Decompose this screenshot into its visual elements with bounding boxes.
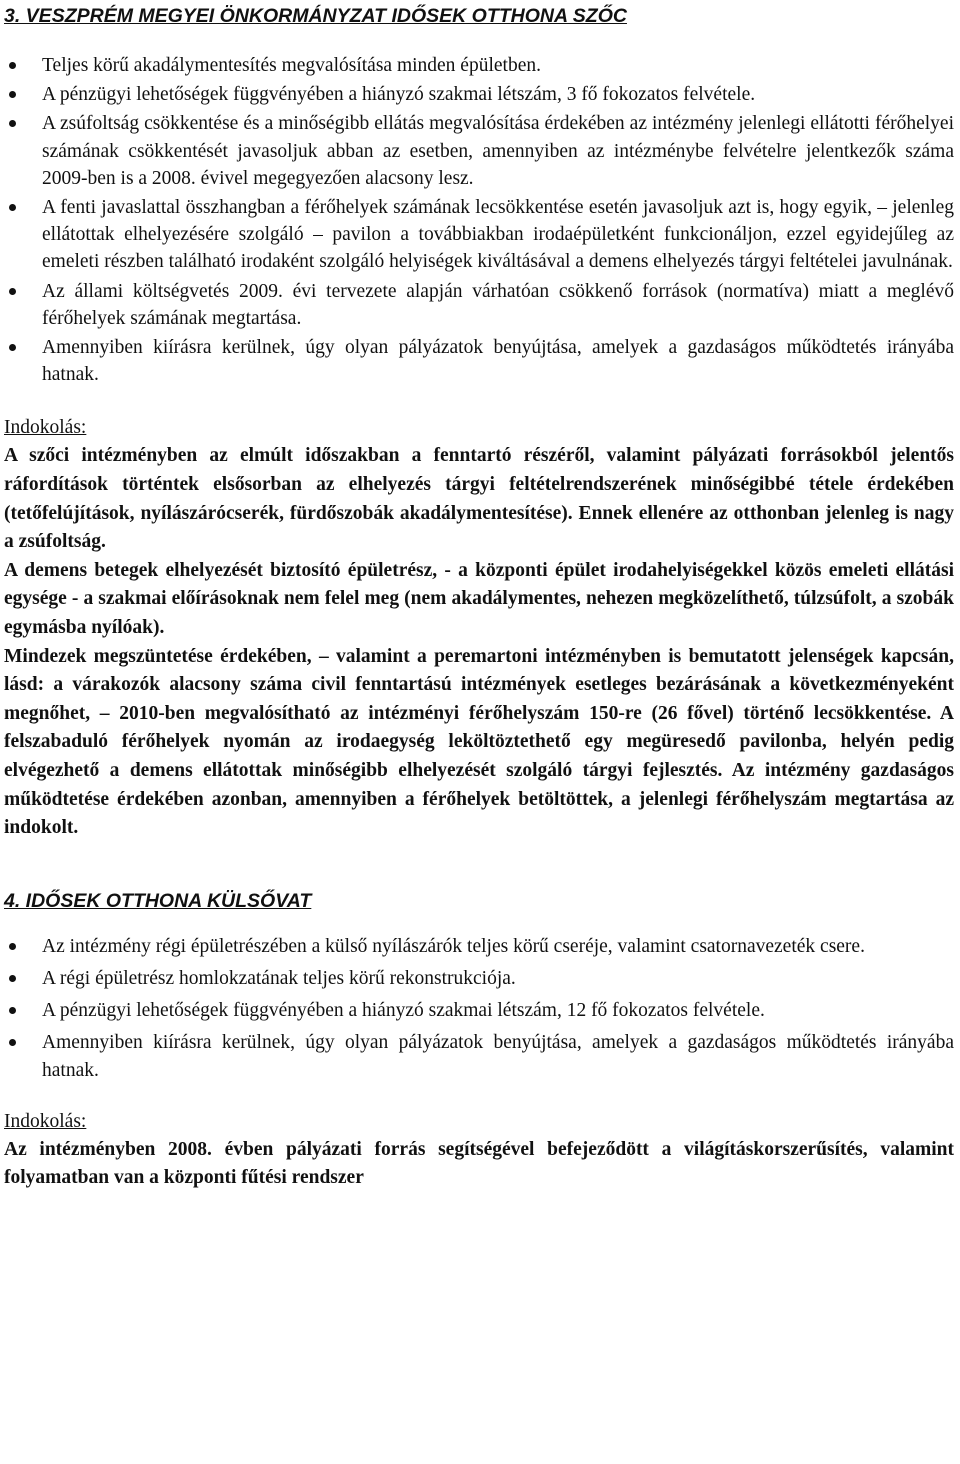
bullet-list-szoc xyxy=(4,52,954,388)
list-item-text: Az intézmény régi épületrészében a külső nyílászárók teljes körű cseréje, valamint csatornavezeték csere. xyxy=(42,935,865,957)
list-item xyxy=(4,110,954,192)
justification-label-kulsovat: Indokolás: xyxy=(4,1110,87,1132)
list-item xyxy=(4,997,954,1024)
bullet-icon xyxy=(9,288,16,295)
bullet-icon xyxy=(9,120,16,127)
list-item xyxy=(4,194,954,276)
bullet-icon xyxy=(9,1007,16,1014)
list-item-text: Amennyiben kiírásra kerülnek, úgy olyan pályázatok benyújtása, amelyek a gazdaságos működtetés irányába hatnak. xyxy=(42,337,954,386)
list-item-text: A fenti javaslattal összhangban a férőhelyek számának lecsökkentése esetén javasoljuk azt is, hogy egyik, – jelenleg ellátottak elhelyezésére szolgáló – pavilon a továbbiakban irodaépületként funkcionáljon, ezzel egyidejűleg az emeleti részben található irodaként szolgáló helyiségek kiváltásával a demens elhelyezés tárgyi feltételei javulnának. xyxy=(42,197,954,273)
bullet-list-kulsovat xyxy=(4,933,954,1084)
list-item xyxy=(4,1029,954,1083)
list-item xyxy=(4,334,954,388)
section-title-szoc: 3. VESZPRÉM MEGYEI ÖNKORMÁNYZAT IDŐSEK OTTHONA SZŐC xyxy=(4,5,627,27)
list-item-text: A zsúfoltság csökkentése és a minőségibb ellátás megvalósítása érdekében az intézmény jelenlegi ellátotti férőhelyei számának csökkentését javasoljuk abban az esetben, amennyiben az intézménybe felvételre jelentkezők száma 2009-ben is a 2008. évivel megegyezően alacsony lesz. xyxy=(42,113,954,189)
bullet-icon xyxy=(9,62,16,69)
bullet-icon xyxy=(9,91,16,98)
bullet-icon xyxy=(9,975,16,982)
list-item xyxy=(4,278,954,332)
list-item-text: Teljes körű akadálymentesítés megvalósítása minden épületben. xyxy=(42,55,541,76)
list-item-text: A pénzügyi lehetőségek függvényében a hiányzó szakmai létszám, 3 fő fokozatos felvétele. xyxy=(42,84,756,106)
justification-label-szoc: Indokolás: xyxy=(4,417,87,439)
list-item xyxy=(4,933,954,960)
bullet-icon xyxy=(9,204,16,211)
list-item-text: Amennyiben kiírásra kerülnek, úgy olyan pályázatok benyújtása, amelyek a gazdaságos működtetés irányába hatnak. xyxy=(42,1032,954,1081)
list-item-text: A régi épületrész homlokzatának teljes körű rekonstrukciója. xyxy=(42,967,516,989)
section-title-kulsovat: 4. IDŐSEK OTTHONA KÜLSŐVAT xyxy=(4,889,312,912)
justification-paragraph: A demens betegek elhelyezését biztosító épületrész, - a központi épület irodahelyiségekkel közös emeleti ellátási egysége - a szakmai előírásoknak nem felel meg (nem akadálymentes, nehezen megközelíthető, túlzsúfolt, a szobák egymásba nyílóak). xyxy=(4,559,954,638)
list-item xyxy=(4,965,954,992)
list-item-text: Az állami költségvetés 2009. évi tervezete alapján várhatóan csökkenő források (normatíva) miatt a meglévő férőhelyek számának megtartása. xyxy=(42,280,954,329)
bullet-icon xyxy=(9,943,16,950)
list-item xyxy=(4,81,954,108)
justification-paragraph: Mindezek megszüntetése érdekében, – valamint a peremartoni intézményben is bemutatott jelenségek kapcsán, lásd: a várakozók alacsony száma civil fenntartású intézmények esetleges bezárásának a következményeként megnőhet, – 2010-ben megvalósítható az intézményi férőhelyszám 150-re (26 fővel) történő lecsökkentése. A felszabaduló férőhelyek nyomán az irodaegység leköltöztethető egy megüresedő pavilonba, helyén pedig elvégezhető a demens ellátottak minőségibb elhelyezését szolgáló tárgyi fejlesztés. Az intézmény gazdaságos működtetése érdekében azonban, amennyiben a férőhelyek betöltöttek, a jelenlegi férőhelyszám megtartása az indokolt. xyxy=(4,645,954,839)
list-item xyxy=(4,52,954,79)
list-item-text: A pénzügyi lehetőségek függvényében a hiányzó szakmai létszám, 12 fő fokozatos felvétele. xyxy=(42,1000,765,1022)
justification-paragraph: A szőci intézményben az elmúlt időszakban a fenntartó részéről, valamint pályázati forrásokból jelentős ráfordítások történtek elsősorban az elhelyezés tárgyi feltételrendszerének minőségibbé tétele érdekében (tetőfelújítások, nyílászárócserék, fürdőszobák akadálymentesítése). Ennek ellenére az otthonban jelenleg is nagy a zsúfoltság. xyxy=(4,445,954,553)
bullet-icon xyxy=(9,1039,16,1046)
justification-paragraph: Az intézményben 2008. évben pályázati forrás segítségével befejeződött a világításkorszerűsítés, valamint folyamatban van a központi fűtési rendszer xyxy=(4,1138,954,1189)
bullet-icon xyxy=(9,344,16,351)
